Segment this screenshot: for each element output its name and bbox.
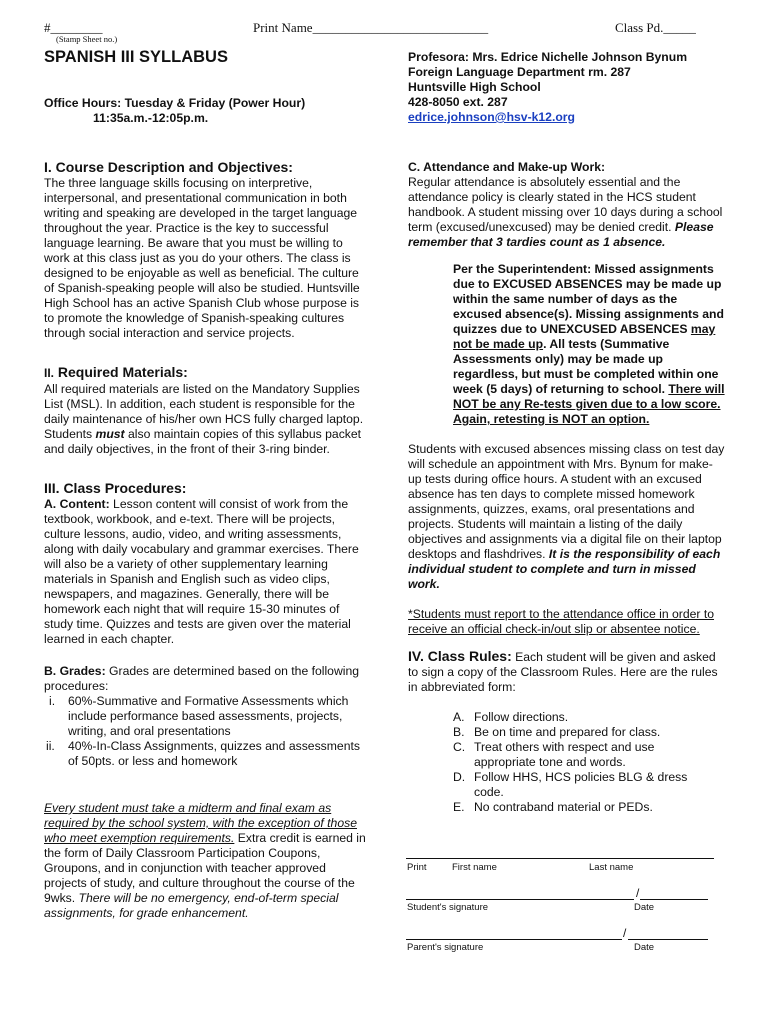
parent-signature-label: Parent's signature xyxy=(407,942,484,953)
heading-text: Required Materials: xyxy=(54,364,188,380)
student-date-label: Date xyxy=(634,902,655,913)
superintendent-policy: Per the Superintendent: Missed assignments due to EXCUSED ABSENCES may be made up within the same number of days as the excused absence(s). Missing assignments and quizzes due to UNEXCUSED ABSENCES may not be made up. All tests (Summative Assessments only) may be made up regardless, but must be completed within one week (5 days) of returning to school. There will NOT be any Re-tests given due to a low score. Again, retesting is NOT an option. xyxy=(453,262,725,426)
section-required-materials-text: All required materials are listed on the Mandatory Supplies List (MSL). In addition, each student is responsible for the daily maintenance of his/her own HCS fully charged laptop. Students must also maintain copies of this syllabus packet and daily objectives, in the front of their 3-ring binder. xyxy=(44,382,364,456)
content-paragraph: A. Content: Lesson content will consist of work from the textbook, workbook, and e-text. There will be projects, culture lessons, audio, video, and writing assessments, along with daily vocabulary and grammar exercises. There will also be a variety of other supplementary learning materials in Spanish and English such as video clips, newspapers, and magazines. Generally, there will be homework each night that will require 15-30 minutes of study time. Quizzes and tests are given over the material learned in each chapter. xyxy=(44,497,359,646)
teacher-info xyxy=(408,50,687,125)
print-name-field: Print Name___________________________ xyxy=(253,20,489,35)
student-date-slash: / xyxy=(636,886,640,900)
office-hours-days: Office Hours: Tuesday & Friday (Power Hour) xyxy=(44,96,306,110)
parent-date-label: Date xyxy=(634,942,655,953)
parent-date-line[interactable] xyxy=(628,939,708,940)
student-signature-line[interactable] xyxy=(406,899,634,900)
stamp-note: (Stamp Sheet no.) xyxy=(56,34,118,44)
exam-paragraph: Every student must take a midterm and final exam as required by the school system, with the exception of those who meet exemption requirements. Extra credit is earned in the form of Daily Classroom Participation Coupons, Groupons, and in conjunction with teacher approved projects of study, and culture throughout the course of the 9wks. There will be no emergency, end-of-term special assignments, for grade enhancement. xyxy=(44,801,366,920)
class-period-field: Class Pd._____ xyxy=(615,20,696,35)
parent-date-slash: / xyxy=(623,926,627,940)
first-name-label: First name xyxy=(452,862,497,873)
rule-item: B. Be on time and prepared for class. xyxy=(453,725,661,739)
attendance-heading: C. Attendance and Make-up Work: xyxy=(408,160,606,174)
last-name-label: Last name xyxy=(589,862,634,873)
grade-item-ii: ii. 40%-In-Class Assignments, quizzes and assessments of 50pts. or less and homework xyxy=(46,739,360,768)
heading-number: II. xyxy=(44,366,55,380)
teacher-email-link[interactable]: edrice.johnson@hsv-k12.org xyxy=(408,110,575,124)
section-course-description-heading: I. Course Description and Objectives: xyxy=(44,159,293,175)
left-column xyxy=(44,158,366,921)
office-hours-time: 11:35a.m.-12:05p.m. xyxy=(93,111,209,125)
grade-item-i: i. 60%-Summative and Formative Assessments which include performance based assessments, projects, writing, and oral presentations xyxy=(49,694,349,738)
class-rules-intro: IV. Class Rules: Each student will be given and asked to sign a copy of the Classroom Rules. Here are the rules in abbreviated form: xyxy=(408,648,718,694)
rule-item: D. Follow HHS, HCS policies BLG & dress code. xyxy=(453,770,688,799)
print-label: Print xyxy=(407,862,427,873)
name-signature-line[interactable] xyxy=(406,858,714,859)
student-signature-label: Student's signature xyxy=(407,902,489,913)
section-class-procedures-heading: III. Class Procedures: xyxy=(44,480,187,496)
right-column xyxy=(408,158,726,815)
number-field: #________ xyxy=(44,20,103,35)
teacher-name: Profesora: Mrs. Edrice Nichelle Johnson Bynum xyxy=(408,50,688,64)
page-title: SPANISH III SYLLABUS xyxy=(44,48,228,66)
attendance-text: Regular attendance is absolutely essential and the attendance policy is clearly stated in the HCS student handbook. A student missing over 10 days during a school term (excused/unexcused) may be denied credit. Please remember that 3 tardies count as 1 absence. xyxy=(408,175,723,249)
rule-item: E. No contraband material or PEDs. xyxy=(453,800,653,814)
rule-item: A. Follow directions. xyxy=(453,710,569,724)
section-course-description-text: The three language skills focusing on interpretive, interpersonal, and presentational communication in both writing and speaking are developed in the target language throughout the year. Practice is the key to successful language learning. Be aware that you must be willing to work at this class just as you do your others. The class is designed to be enjoyable as well as beneficial. The culture of Spanish-speaking people will also be studied. Huntsville High School has an active Spanish Club whose purpose is to promote the knowledge of Spanish-speaking cultures through social interaction and service projects. xyxy=(44,176,360,340)
teacher-phone: 428-8050 ext. 287 xyxy=(408,95,508,109)
makeup-work-text: Students with excused absences missing class on test day will schedule an appointment with Mrs. Bynum for make-up tests during office hours. A student with an excused absence has ten days to complete missed homework assignments, quizzes, exams, oral presentations and projects. Students will maintain a listing of the daily objectives and assignments via a digital file on their laptop desktops and flashdrives. It is the responsibility of each individual student to complete and turn in missed work. xyxy=(408,442,725,591)
class-rules-list xyxy=(453,710,713,815)
attendance-office-note: *Students must report to the attendance office in order to receive an official check-in/out slip or absentee notice. xyxy=(408,607,715,636)
parent-signature-line[interactable] xyxy=(406,939,622,940)
office-hours xyxy=(44,96,305,126)
grades-paragraph: B. Grades: Grades are determined based on the following procedures: xyxy=(44,664,360,693)
student-date-line[interactable] xyxy=(640,899,708,900)
teacher-department: Foreign Language Department rm. 287 xyxy=(408,65,631,79)
section-required-materials-heading xyxy=(44,363,366,382)
rule-item: C. Treat others with respect and use appropriate tone and words. xyxy=(453,740,655,769)
teacher-school: Huntsville High School xyxy=(408,80,541,94)
